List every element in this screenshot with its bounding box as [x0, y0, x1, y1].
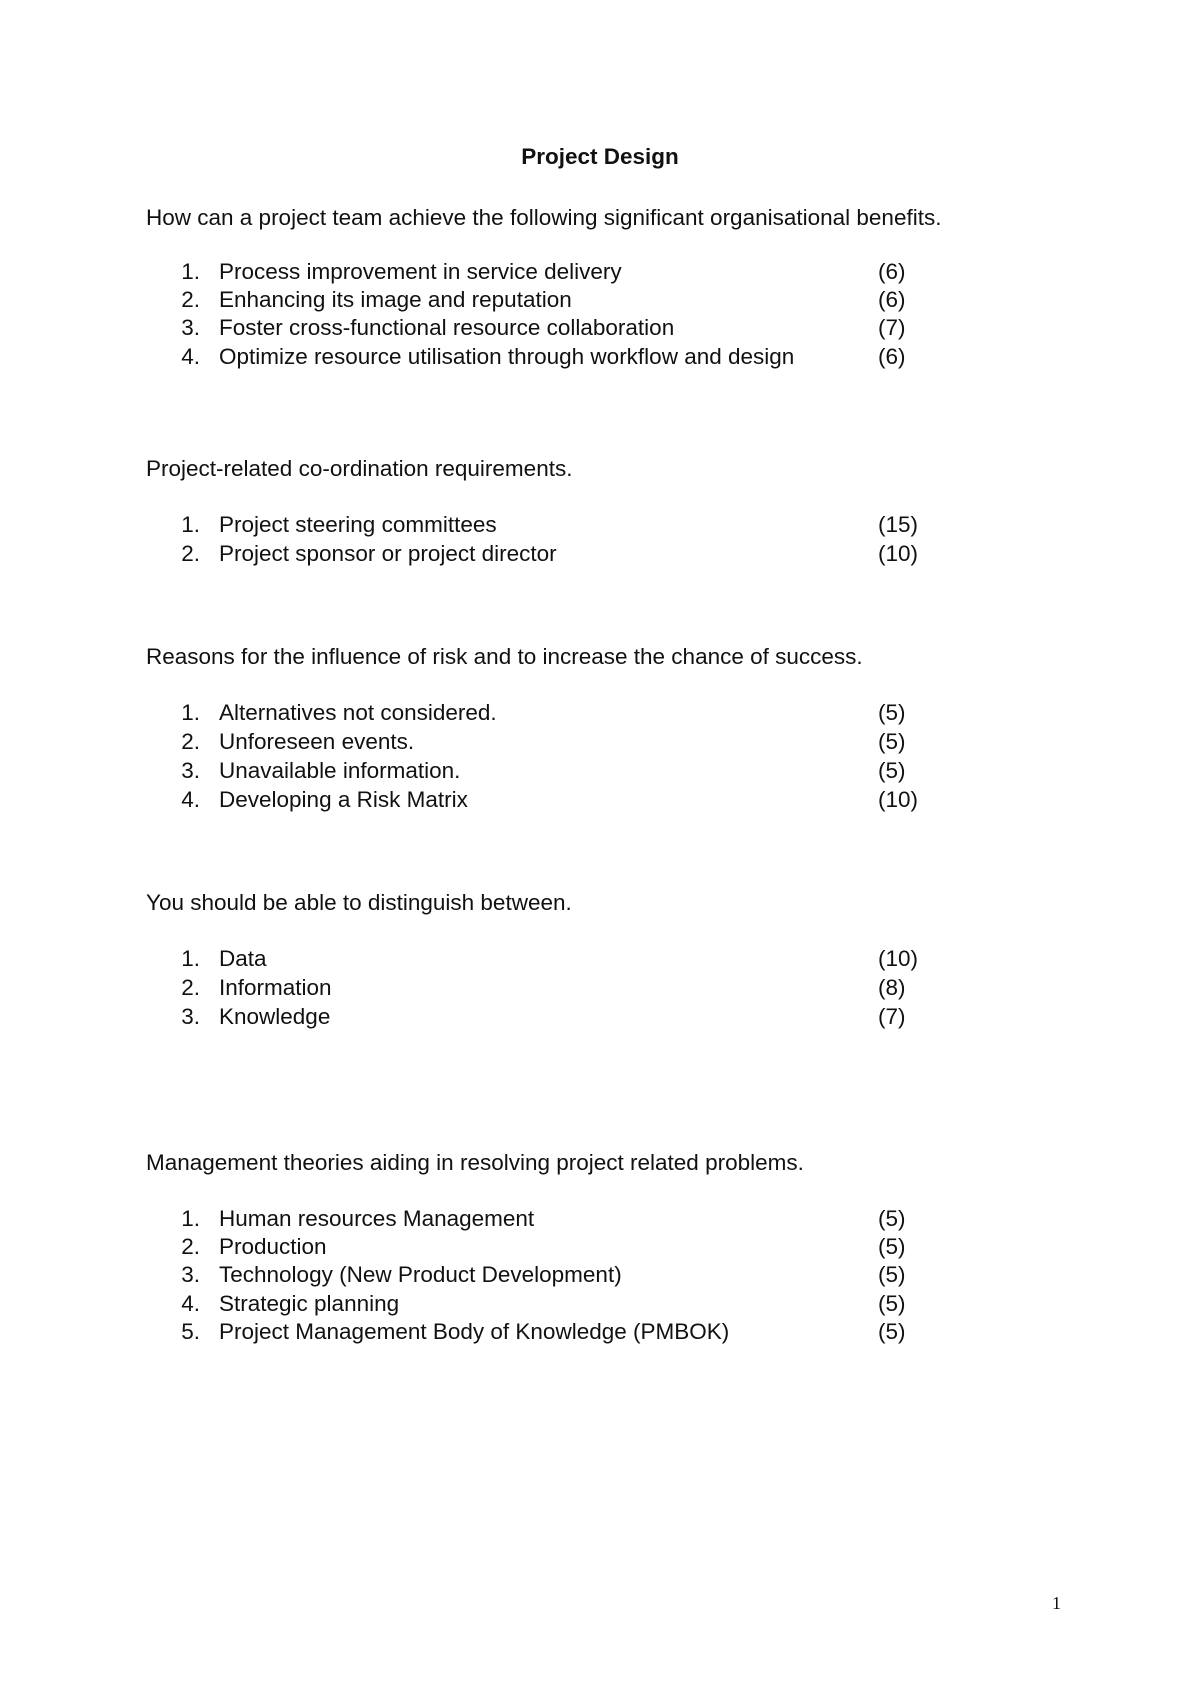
item-number: 4. [181, 344, 200, 369]
list-item [0, 786, 1200, 814]
item-text: Developing a Risk Matrix [219, 787, 468, 812]
item-text: Human resources Management [219, 1206, 535, 1231]
list-item [0, 974, 1200, 1002]
item-text: Project steering committees [219, 512, 497, 537]
list-item [0, 1318, 1200, 1346]
item-number: 4. [181, 787, 200, 812]
item-number: 3. [181, 1004, 200, 1029]
section-intro: Project-related co-ordination requirements. [146, 456, 573, 481]
list-item [0, 1003, 1200, 1031]
item-marks: (5) [878, 1206, 906, 1231]
list-item [0, 945, 1200, 973]
list-item [0, 1205, 1200, 1233]
item-marks: (6) [878, 344, 906, 369]
item-number: 3. [181, 315, 200, 340]
item-marks: (10) [878, 946, 919, 971]
page-number: 1 [1052, 1593, 1061, 1613]
item-text: Technology (New Product Development) [219, 1262, 622, 1287]
list-item [0, 728, 1200, 756]
list-item [0, 286, 1200, 314]
section-intro: Reasons for the influence of risk and to increase the chance of success. [146, 644, 863, 669]
item-marks: (5) [878, 1234, 906, 1259]
list-item [0, 699, 1200, 727]
item-marks: (10) [878, 787, 919, 812]
item-text: Project sponsor or project director [219, 541, 557, 566]
item-marks: (5) [878, 700, 906, 725]
item-number: 2. [181, 1234, 200, 1259]
item-marks: (15) [878, 512, 919, 537]
item-text: Strategic planning [219, 1291, 400, 1316]
item-number: 3. [181, 1262, 200, 1287]
item-marks: (5) [878, 729, 906, 754]
item-text: Optimize resource utilisation through workflow and design [219, 344, 795, 369]
item-text: Process improvement in service delivery [219, 259, 622, 284]
item-text: Project Management Body of Knowledge (PMBOK) [219, 1319, 730, 1344]
item-text: Alternatives not considered. [219, 700, 497, 725]
item-marks: (5) [878, 758, 906, 783]
item-number: 5. [181, 1319, 200, 1344]
item-number: 4. [181, 1291, 200, 1316]
item-text: Production [219, 1234, 327, 1259]
item-text: Enhancing its image and reputation [219, 287, 572, 312]
list-item [0, 757, 1200, 785]
section-intro: Management theories aiding in resolving project related problems. [146, 1150, 804, 1175]
list-item [0, 540, 1200, 568]
item-number: 1. [181, 1206, 200, 1231]
item-marks: (5) [878, 1262, 906, 1287]
item-marks: (5) [878, 1319, 906, 1344]
item-text: Unavailable information. [219, 758, 461, 783]
list-item [0, 314, 1200, 342]
item-number: 2. [181, 541, 200, 566]
list-item [0, 511, 1200, 539]
item-marks: (6) [878, 259, 906, 284]
page-title: Project Design [521, 144, 679, 169]
item-marks: (5) [878, 1291, 906, 1316]
list-item [0, 258, 1200, 286]
list-item [0, 1261, 1200, 1289]
item-number: 2. [181, 729, 200, 754]
item-number: 1. [181, 259, 200, 284]
list-item [0, 1290, 1200, 1318]
item-number: 1. [181, 700, 200, 725]
item-marks: (7) [878, 1004, 906, 1029]
item-number: 3. [181, 758, 200, 783]
section-intro: How can a project team achieve the following significant organisational benefits. [146, 205, 942, 230]
item-text: Unforeseen events. [219, 729, 415, 754]
item-text: Data [219, 946, 267, 971]
item-text: Information [219, 975, 332, 1000]
list-item [0, 343, 1200, 371]
item-number: 2. [181, 975, 200, 1000]
item-marks: (7) [878, 315, 906, 340]
item-marks: (8) [878, 975, 906, 1000]
item-number: 1. [181, 946, 200, 971]
item-number: 2. [181, 287, 200, 312]
item-number: 1. [181, 512, 200, 537]
section-intro: You should be able to distinguish between. [146, 890, 572, 915]
item-marks: (10) [878, 541, 919, 566]
list-item [0, 1233, 1200, 1261]
item-text: Knowledge [219, 1004, 331, 1029]
item-marks: (6) [878, 287, 906, 312]
item-text: Foster cross-functional resource collaboration [219, 315, 675, 340]
